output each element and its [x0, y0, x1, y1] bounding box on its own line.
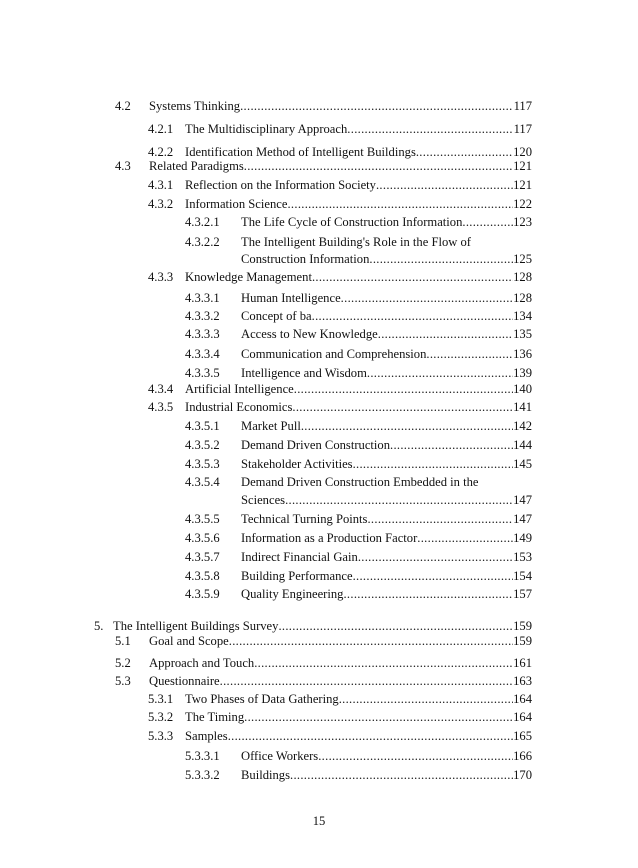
toc-entry-title: Construction Information [241, 252, 370, 266]
toc-entry-number: 4.3.3.5 [185, 366, 220, 380]
toc-entry [0, 307, 638, 325]
toc-entry-number: 5.3.3.1 [185, 749, 220, 763]
dot-leader [353, 455, 513, 473]
toc-entry [0, 747, 638, 765]
toc-entry-title: Approach and Touch [149, 656, 255, 670]
toc-entry-number: 5.3 [115, 674, 131, 688]
dot-leader [378, 325, 513, 343]
dot-leader [240, 97, 513, 115]
toc-entry [0, 289, 638, 307]
toc-entry-title: Information Science [185, 197, 288, 211]
toc-entry [0, 690, 638, 708]
toc-entry-number: 4.3.5.5 [185, 512, 220, 526]
toc-entry-title: Questionnaire [149, 674, 220, 688]
toc-entry-page: 165 [513, 729, 532, 743]
dot-leader [292, 398, 513, 416]
toc-entry-title: Communication and Comprehension [241, 347, 427, 361]
toc-entry-page: 128 [513, 291, 532, 305]
toc-entry-number: 4.3.2 [148, 197, 174, 211]
toc-entry-title: Market Pull [241, 419, 301, 433]
toc-entry-number: 4.3.2.1 [185, 215, 220, 229]
toc-entry-title: The Timing [185, 710, 245, 724]
dot-leader [343, 585, 513, 603]
toc-entry-title: The Intelligent Building's Role in the Flow of [241, 235, 471, 249]
toc-entry-number: 4.3.5.2 [185, 438, 220, 452]
toc-entry-page: 163 [513, 674, 532, 688]
toc-entry-page: 147 [513, 493, 532, 507]
toc-entry-page: 166 [513, 749, 532, 763]
toc-entry-number: 4.3.5.9 [185, 587, 220, 601]
toc-entry-number: 5.3.3 [148, 729, 174, 743]
toc-entry-page: 147 [513, 512, 532, 526]
toc-entry-number: 4.3.1 [148, 178, 174, 192]
dot-leader [353, 567, 513, 585]
dot-leader [290, 766, 513, 784]
toc-entry [0, 672, 638, 690]
toc-entry [0, 233, 638, 251]
dot-leader [339, 690, 513, 708]
dot-leader [426, 345, 513, 363]
dot-leader [254, 654, 513, 672]
toc-entry-title: Goal and Scope [149, 634, 229, 648]
toc-entry-number: 4.3.5.7 [185, 550, 220, 564]
toc-entry-title: The Life Cycle of Construction Information [241, 215, 463, 229]
toc-entry-title: Demand Driven Construction Embedded in the [241, 475, 479, 489]
toc-entry-title: Stakeholder Activities [241, 457, 353, 471]
toc-entry [0, 708, 638, 726]
toc-entry-number: 4.3.2.2 [185, 235, 220, 249]
page-number: 15 [312, 814, 326, 828]
toc-entry-page: 125 [513, 252, 532, 266]
dot-leader [294, 380, 513, 398]
toc-entry-page: 139 [513, 366, 532, 380]
toc-entry [0, 120, 638, 138]
toc-entry [0, 97, 638, 115]
toc-entry [0, 455, 638, 473]
toc-entry-page: 136 [513, 347, 532, 361]
toc-entry-number: 5.3.3.2 [185, 768, 220, 782]
toc-entry-title: Demand Driven Construction [241, 438, 390, 452]
toc-entry-number: 4.3.4 [148, 382, 174, 396]
toc-entry [0, 213, 638, 231]
toc-entry-page: 144 [513, 438, 532, 452]
toc-entry-page: 141 [513, 400, 532, 414]
toc-entry [0, 567, 638, 585]
toc-entry-number: 4.3.3 [148, 270, 174, 284]
toc-entry-title: Intelligence and Wisdom [241, 366, 367, 380]
toc-entry-title: Indirect Financial Gain [241, 550, 358, 564]
dot-leader [228, 727, 513, 745]
dot-leader [390, 436, 513, 454]
toc-entry [0, 473, 638, 491]
toc-entry-number: 4.2.1 [148, 122, 174, 136]
toc-entry [0, 632, 638, 650]
toc-entry [0, 491, 638, 509]
toc-entry-title: Access to New Knowledge [241, 327, 378, 341]
dot-leader [367, 510, 513, 528]
toc-entry-page: 159 [513, 634, 532, 648]
toc-entry-page: 123 [513, 215, 532, 229]
dot-leader [347, 120, 513, 138]
dot-leader [358, 548, 513, 566]
toc-entry-page: 170 [513, 768, 532, 782]
toc-entry-title: Building Performance [241, 569, 353, 583]
toc-entry-page: 117 [513, 99, 532, 113]
toc-entry [0, 250, 638, 268]
toc-entry [0, 585, 638, 603]
dot-leader [462, 213, 513, 231]
toc-entry-number: 4.3.5.1 [185, 419, 220, 433]
toc-entry-number: 5.3.2 [148, 710, 174, 724]
toc-entry-number: 4.3.3.3 [185, 327, 220, 341]
toc-entry-page: 122 [513, 197, 532, 211]
dot-leader [312, 307, 513, 325]
toc-entry-number: 4.2.2 [148, 145, 174, 159]
dot-leader [376, 176, 513, 194]
toc-entry-title: Systems Thinking [149, 99, 241, 113]
toc-entry-number: 4.3 [115, 159, 131, 173]
toc-entry-title: Identification Method of Intelligent Buildings [185, 145, 416, 159]
toc-entry [0, 548, 638, 566]
toc-entry [0, 398, 638, 416]
toc-entry [0, 727, 638, 745]
toc-entry-page: 135 [513, 327, 532, 341]
toc-entry-title: Concept of ba [241, 309, 312, 323]
toc-entry-number: 5.2 [115, 656, 131, 670]
toc-entry-title: Knowledge Management [185, 270, 312, 284]
toc-entry-title: The Intelligent Buildings Survey [113, 619, 279, 633]
toc-entry [0, 436, 638, 454]
toc-entry-number: 4.3.5.6 [185, 531, 220, 545]
dot-leader [244, 708, 513, 726]
toc-entry-number: 4.3.5.4 [185, 475, 220, 489]
toc-entry-page: 134 [513, 309, 532, 323]
toc-entry-number: 4.3.3.4 [185, 347, 220, 361]
toc-entry-page: 157 [513, 587, 532, 601]
toc-entry [0, 268, 638, 286]
toc-entry [0, 529, 638, 547]
dot-leader [285, 491, 513, 509]
dot-leader [244, 157, 513, 175]
toc-entry [0, 325, 638, 343]
toc-entry-title: Reflection on the Information Society [185, 178, 376, 192]
dot-leader [301, 417, 513, 435]
toc-entry-title: Quality Engineering [241, 587, 344, 601]
toc-entry-page: 145 [513, 457, 532, 471]
toc-entry-number: 5.3.1 [148, 692, 174, 706]
toc-entry [0, 766, 638, 784]
toc-entry [0, 195, 638, 213]
toc-entry-title: Human Intelligence [241, 291, 341, 305]
dot-leader [220, 672, 513, 690]
toc-entry [0, 176, 638, 194]
toc-entry-title: Related Paradigms [149, 159, 244, 173]
toc-entry-title: Buildings [241, 768, 290, 782]
toc-entry-page: 164 [513, 692, 532, 706]
dot-leader [287, 195, 513, 213]
dot-leader [417, 529, 513, 547]
toc-entry-title: Technical Turning Points [241, 512, 368, 526]
toc-entry-page: 153 [513, 550, 532, 564]
toc-entry-title: The Multidisciplinary Approach [185, 122, 348, 136]
toc-entry-page: 164 [513, 710, 532, 724]
toc-entry-page: 121 [513, 178, 532, 192]
toc-entry [0, 417, 638, 435]
toc-entry-title: Artificial Intelligence [185, 382, 294, 396]
toc-entry-number: 4.3.3.2 [185, 309, 220, 323]
toc-entry [0, 654, 638, 672]
toc-entry-number: 4.2 [115, 99, 131, 113]
toc-entry-number: 4.3.5.3 [185, 457, 220, 471]
dot-leader [318, 747, 513, 765]
toc-entry-page: 149 [513, 531, 532, 545]
dot-leader [341, 289, 513, 307]
toc-entry-title: Information as a Production Factor [241, 531, 418, 545]
toc-entry-number: 5.1 [115, 634, 131, 648]
toc-entry-page: 161 [513, 656, 532, 670]
dot-leader [369, 250, 513, 268]
toc-entry-title: Office Workers [241, 749, 319, 763]
toc-entry-page: 121 [513, 159, 532, 173]
toc-entry-page: 128 [513, 270, 532, 284]
toc-entry [0, 345, 638, 363]
toc-entry-number: 4.3.3.1 [185, 291, 220, 305]
toc-entry-page: 142 [513, 419, 532, 433]
toc-entry-title: Industrial Economics [185, 400, 293, 414]
toc-entry-page: 117 [513, 122, 532, 136]
dot-leader [229, 632, 513, 650]
toc-entry-page: 154 [513, 569, 532, 583]
toc-entry [0, 510, 638, 528]
dot-leader [312, 268, 513, 286]
toc-entry-page: 159 [513, 619, 532, 633]
toc-entry-page: 140 [513, 382, 532, 396]
toc-entry-number: 4.3.5.8 [185, 569, 220, 583]
toc-entry [0, 380, 638, 398]
toc-entry-page: 120 [513, 145, 532, 159]
toc-entry-title: Two Phases of Data Gathering [185, 692, 339, 706]
toc-entry-number: 4.3.5 [148, 400, 174, 414]
toc-entry-number: 5. [94, 619, 104, 633]
toc-entry-title: Sciences [241, 493, 286, 507]
toc-entry [0, 157, 638, 175]
toc-entry-title: Samples [185, 729, 228, 743]
